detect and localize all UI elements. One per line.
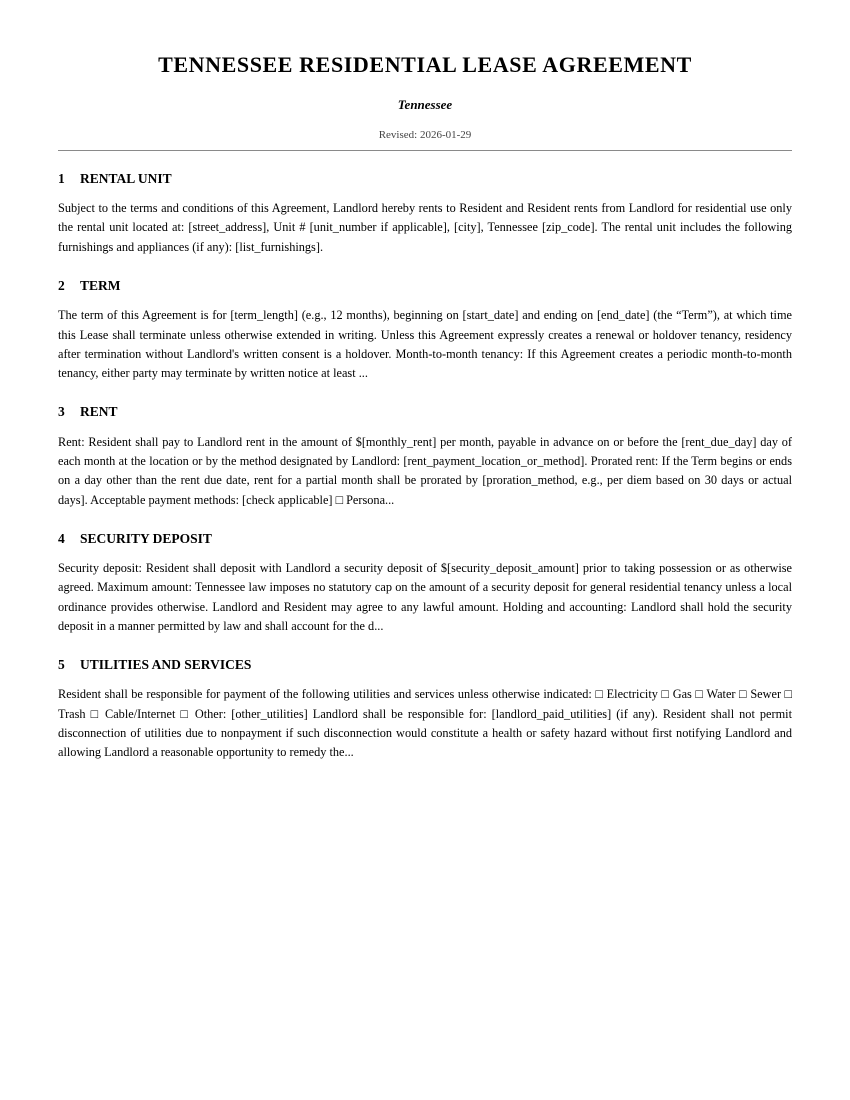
section-rent — [58, 404, 792, 509]
section-heading-label: TERM — [80, 278, 121, 294]
section-security-deposit — [58, 531, 792, 636]
header-divider — [58, 150, 792, 151]
section-heading — [58, 657, 792, 673]
section-utilities-and-services — [58, 657, 792, 762]
section-heading — [58, 278, 792, 294]
section-number: 5 — [58, 657, 65, 673]
section-rental-unit — [58, 171, 792, 257]
section-number: 1 — [58, 171, 65, 186]
section-body: Rent: Resident shall pay to Landlord rent in the amount of $[monthly_rent] per month, payable in advance on or before the [rent_due_day] day of each month at the location or by the method designated by Landlord: [rent_payment_location_or_method]. Prorated rent: If the Term begins or ends on a day other than the rent due date, rent for a partial month shall be prorated by [proration_method, e.g., per diem based on 30 days or actual days]. Acceptable payment methods: [check applicable] □ Persona... — [58, 434, 792, 507]
section-heading-label: SECURITY DEPOSIT — [80, 530, 212, 546]
page-title: TENNESSEE RESIDENTIAL LEASE AGREEMENT — [158, 52, 692, 77]
section-term — [58, 278, 792, 383]
section-heading-label: RENT — [80, 404, 118, 420]
section-body: Security deposit: Resident shall deposit with Landlord a security deposit of $[security_deposit_amount] prior to taking possession or as otherwise agreed. Maximum amount: Tennessee law imposes no statutory cap on the amount of a security deposit for general residential tenancy unless a local ordinance provides otherwise. Landlord and Resident may agree to any lawful amount. Holding and accounting: Landlord shall hold the security deposit in a manner permitted by law and shall account for the d... — [58, 561, 792, 633]
section-number: 4 — [58, 530, 65, 546]
section-body: Resident shall be responsible for payment of the following utilities and services unless otherwise indicated: □ Electricity □ Gas □ Water □ Sewer □ Trash □ Cable/Internet □ Other: [other_utilities] Landlord shall be responsible for: [landlord_paid_utilities] (if any). Resident shall not permit disconnection of utilities due to nonpayment if such disconnection would constitute a health or safety hazard without first notifying Landlord and allowing Landlord a reasonable opportunity to remedy the... — [58, 687, 792, 760]
document-sections — [58, 171, 792, 784]
section-number: 2 — [58, 278, 65, 294]
section-body: Subject to the terms and conditions of this Agreement, Landlord hereby rents to Resident and Resident rents from Landlord for residential use only the rental unit located at: [street_address], Unit # [unit_number if applicable], [city], Tennessee [zip_code]. The rental unit includes the following furnishings and appliances (if any): [list_furnishings]. — [58, 201, 792, 254]
section-heading-label: UTILITIES AND SERVICES — [80, 657, 252, 673]
section-heading — [58, 404, 792, 420]
section-heading — [58, 171, 792, 187]
document-revised-date: Revised: 2026-01-29 — [378, 128, 472, 141]
section-body: The term of this Agreement is for [term_length] (e.g., 12 months), beginning on [start_date] and ending on [end_date] (the “Term”), at which time this Lease shall terminate unless otherwise extended in writing. Unless this Agreement expressly creates a renewal or holdover tenancy, residency after termination without Landlord's written consent is a holdover. Month-to-month tenancy: If this Agreement creates a periodic month-to-month tenancy, either party may terminate by written notice at least ... — [58, 308, 792, 381]
document-header — [58, 0, 792, 142]
section-number: 3 — [58, 404, 65, 420]
section-heading-label: RENTAL UNIT — [80, 171, 172, 186]
document-subtitle: Tennessee — [397, 97, 453, 113]
section-heading — [58, 531, 792, 547]
